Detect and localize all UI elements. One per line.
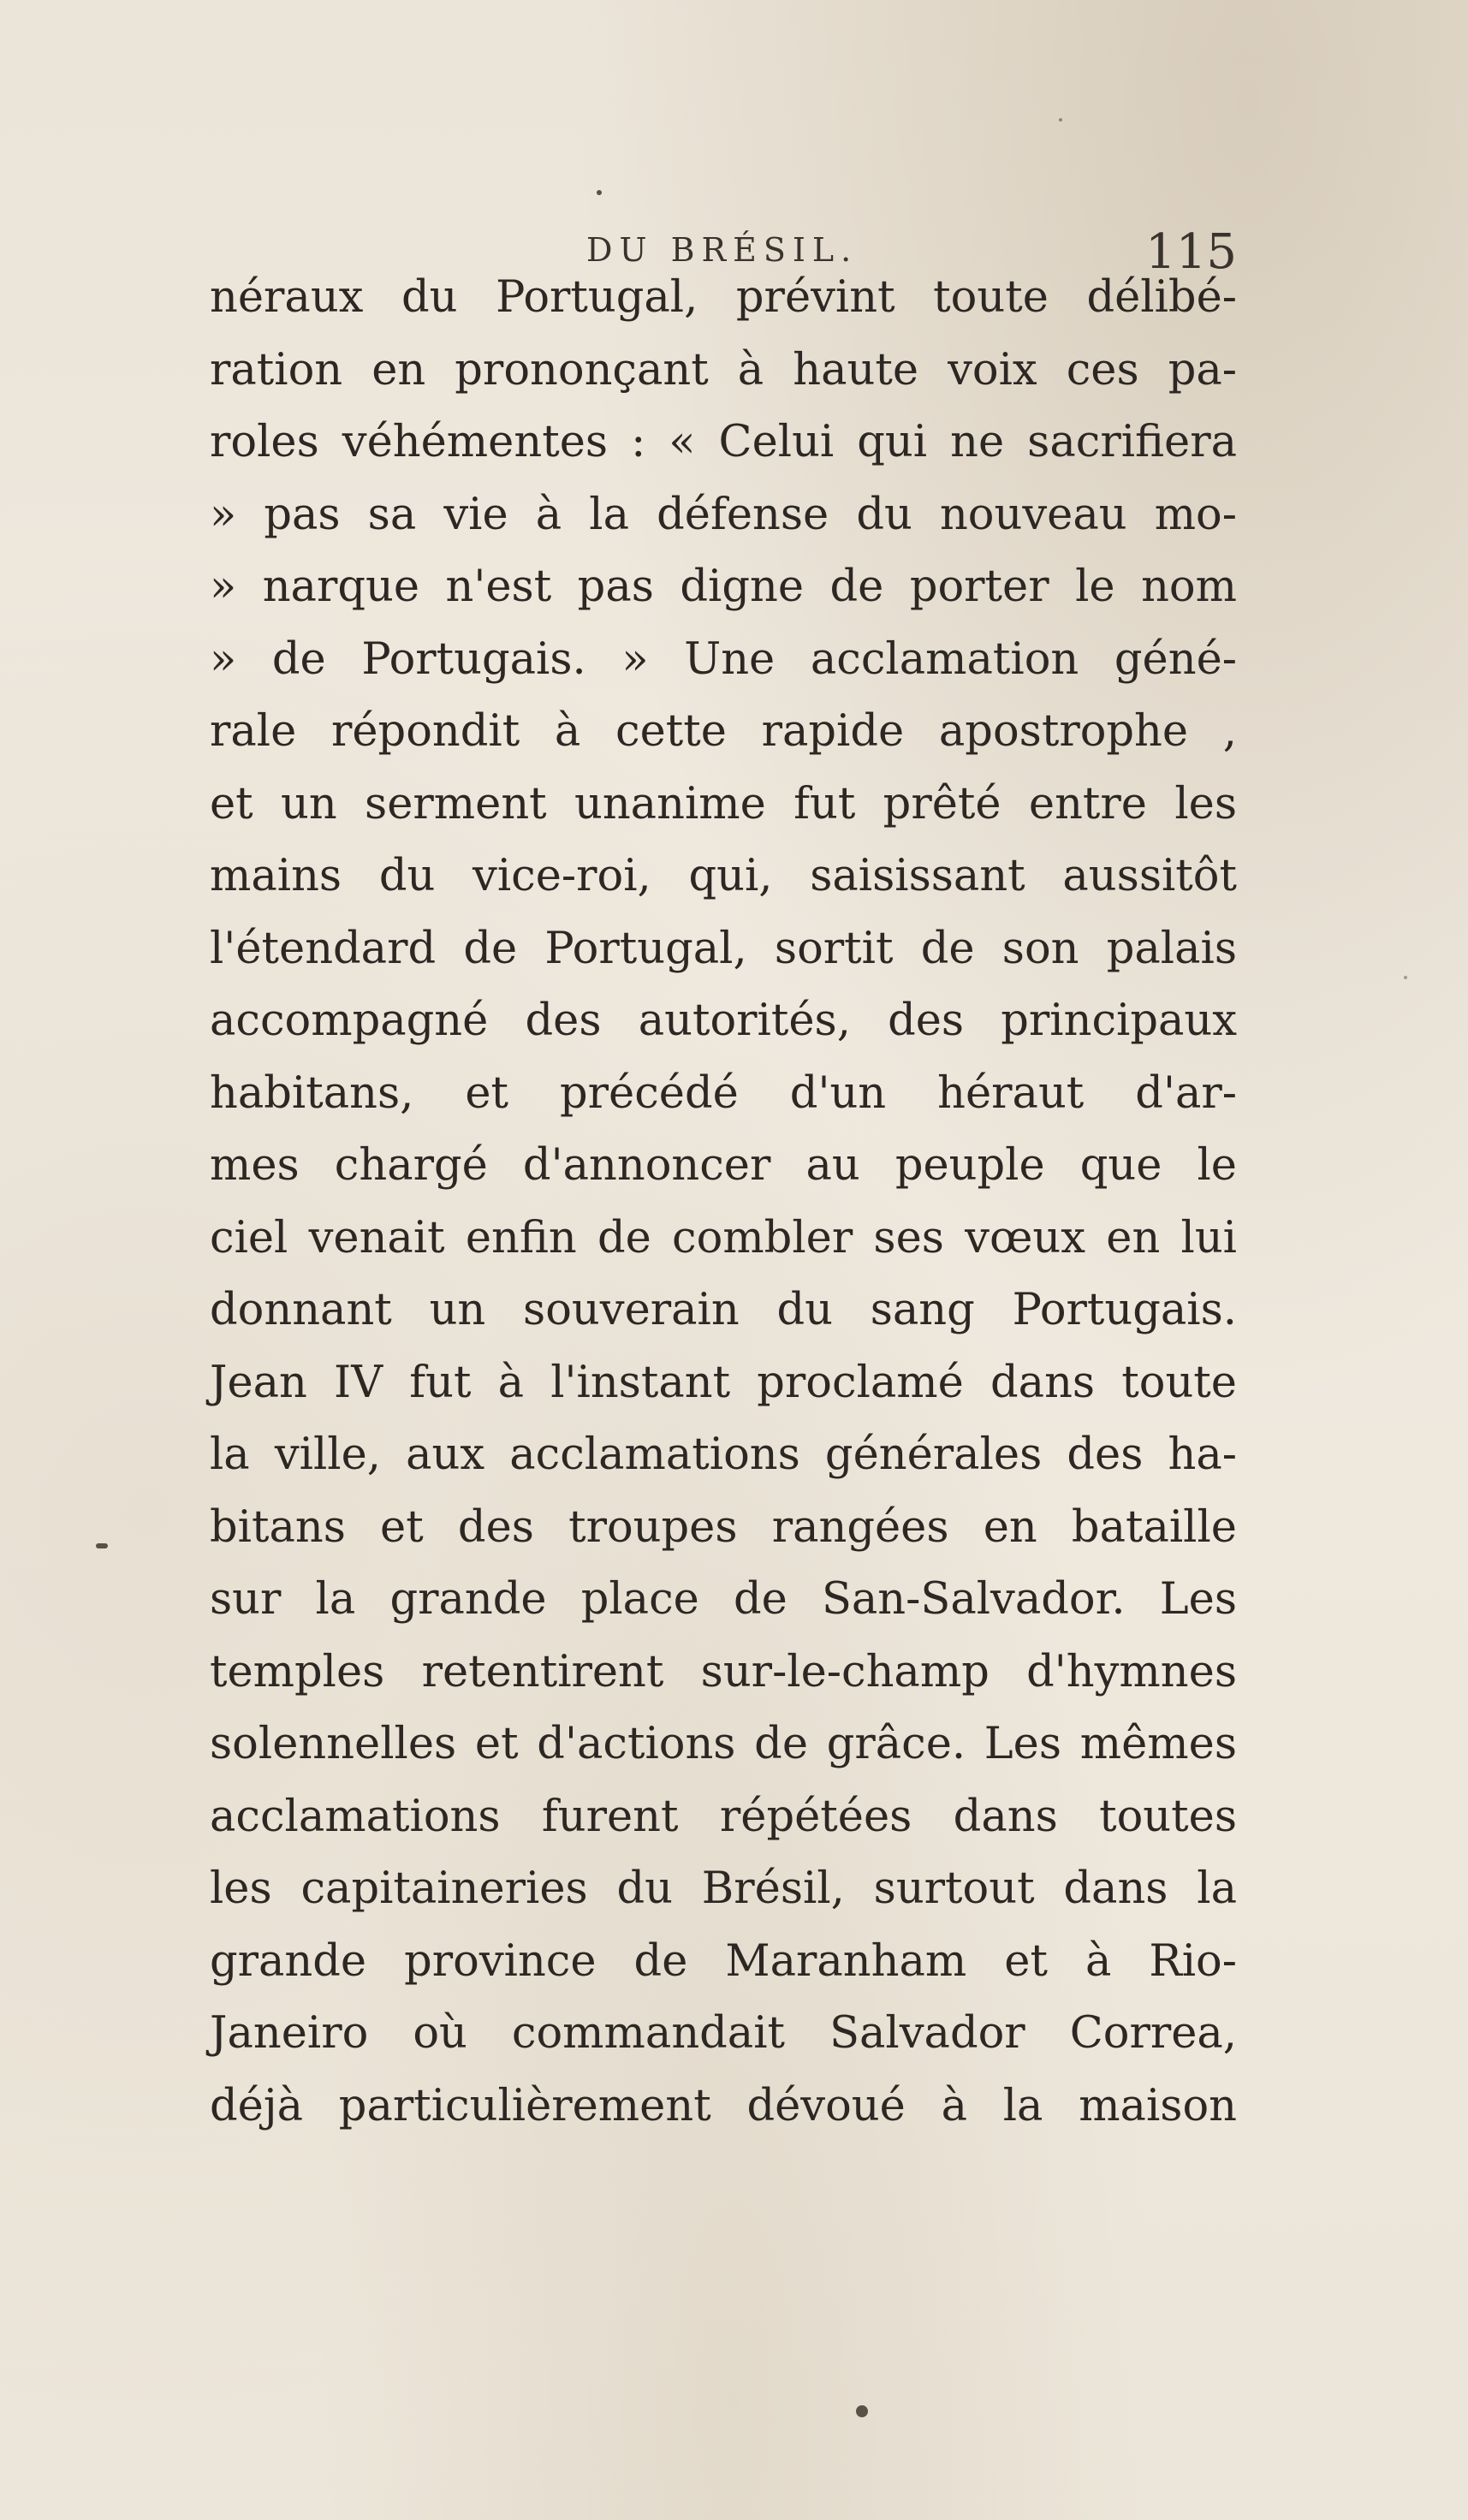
text-line: sur la grande place de San-Salvador. Les bbox=[210, 1574, 1237, 1625]
paper-speck bbox=[1059, 118, 1062, 122]
text-line: temples retentirent sur-le-champ d'hymnes bbox=[210, 1646, 1237, 1697]
text-line: et un serment unanime fut prêté entre les bbox=[210, 778, 1237, 829]
text-line: mains du vice-roi, qui, saisissant aussitôt bbox=[210, 851, 1237, 901]
text-line: néraux du Portugal, prévint toute délibé- bbox=[210, 272, 1237, 323]
text-line: accompagné des autorités, des principaux bbox=[210, 996, 1237, 1046]
paper-speck bbox=[96, 1543, 108, 1548]
text-line: mes chargé d'annoncer au peuple que le bbox=[210, 1140, 1237, 1191]
paper-speck bbox=[856, 2405, 868, 2417]
text-line: déjà particulièrement dévoué à la maison bbox=[210, 2080, 1237, 2131]
running-head: DU BRÉSIL. bbox=[586, 231, 859, 269]
body-text bbox=[210, 262, 1237, 2143]
text-line: » de Portugais. » Une acclamation géné- bbox=[210, 633, 1237, 685]
text-line: Jean IV fut à l'instant proclamé dans toute bbox=[210, 1357, 1237, 1408]
text-line: ration en prononçant à haute voix ces pa- bbox=[210, 344, 1237, 395]
text-line: donnant un souverain du sang Portugais. bbox=[210, 1285, 1237, 1335]
page-number: 115 bbox=[1145, 224, 1237, 280]
text-line: ciel venait enfin de combler ses vœux en lui bbox=[210, 1212, 1237, 1263]
text-line: acclamations furent répétées dans toutes bbox=[210, 1791, 1237, 1842]
text-line: grande province de Maranham et à Rio- bbox=[210, 1935, 1237, 1987]
text-line: rale répondit à cette rapide apostrophe , bbox=[210, 706, 1237, 757]
text-line: la ville, aux acclamations générales des ha- bbox=[210, 1429, 1237, 1480]
text-line: roles véhémentes : « Celui qui ne sacrifiera bbox=[210, 417, 1237, 467]
paper-speck bbox=[597, 190, 602, 195]
text-line: » narque n'est pas digne de porter le nom bbox=[210, 562, 1237, 612]
text-line: bitans et des troupes rangées en bataille bbox=[210, 1501, 1237, 1553]
text-line: les capitaineries du Brésil, surtout dans la bbox=[210, 1863, 1237, 1914]
text-line: solennelles et d'actions de grâce. Les mêmes bbox=[210, 1719, 1237, 1769]
paper-speck bbox=[1404, 976, 1407, 979]
text-line: Janeiro où commandait Salvador Correa, bbox=[210, 2008, 1237, 2059]
text-line: » pas sa vie à la défense du nouveau mo- bbox=[210, 489, 1237, 540]
text-line: habitans, et précédé d'un héraut d'ar- bbox=[210, 1067, 1237, 1119]
text-line: l'étendard de Portugal, sortit de son palais bbox=[210, 923, 1237, 974]
